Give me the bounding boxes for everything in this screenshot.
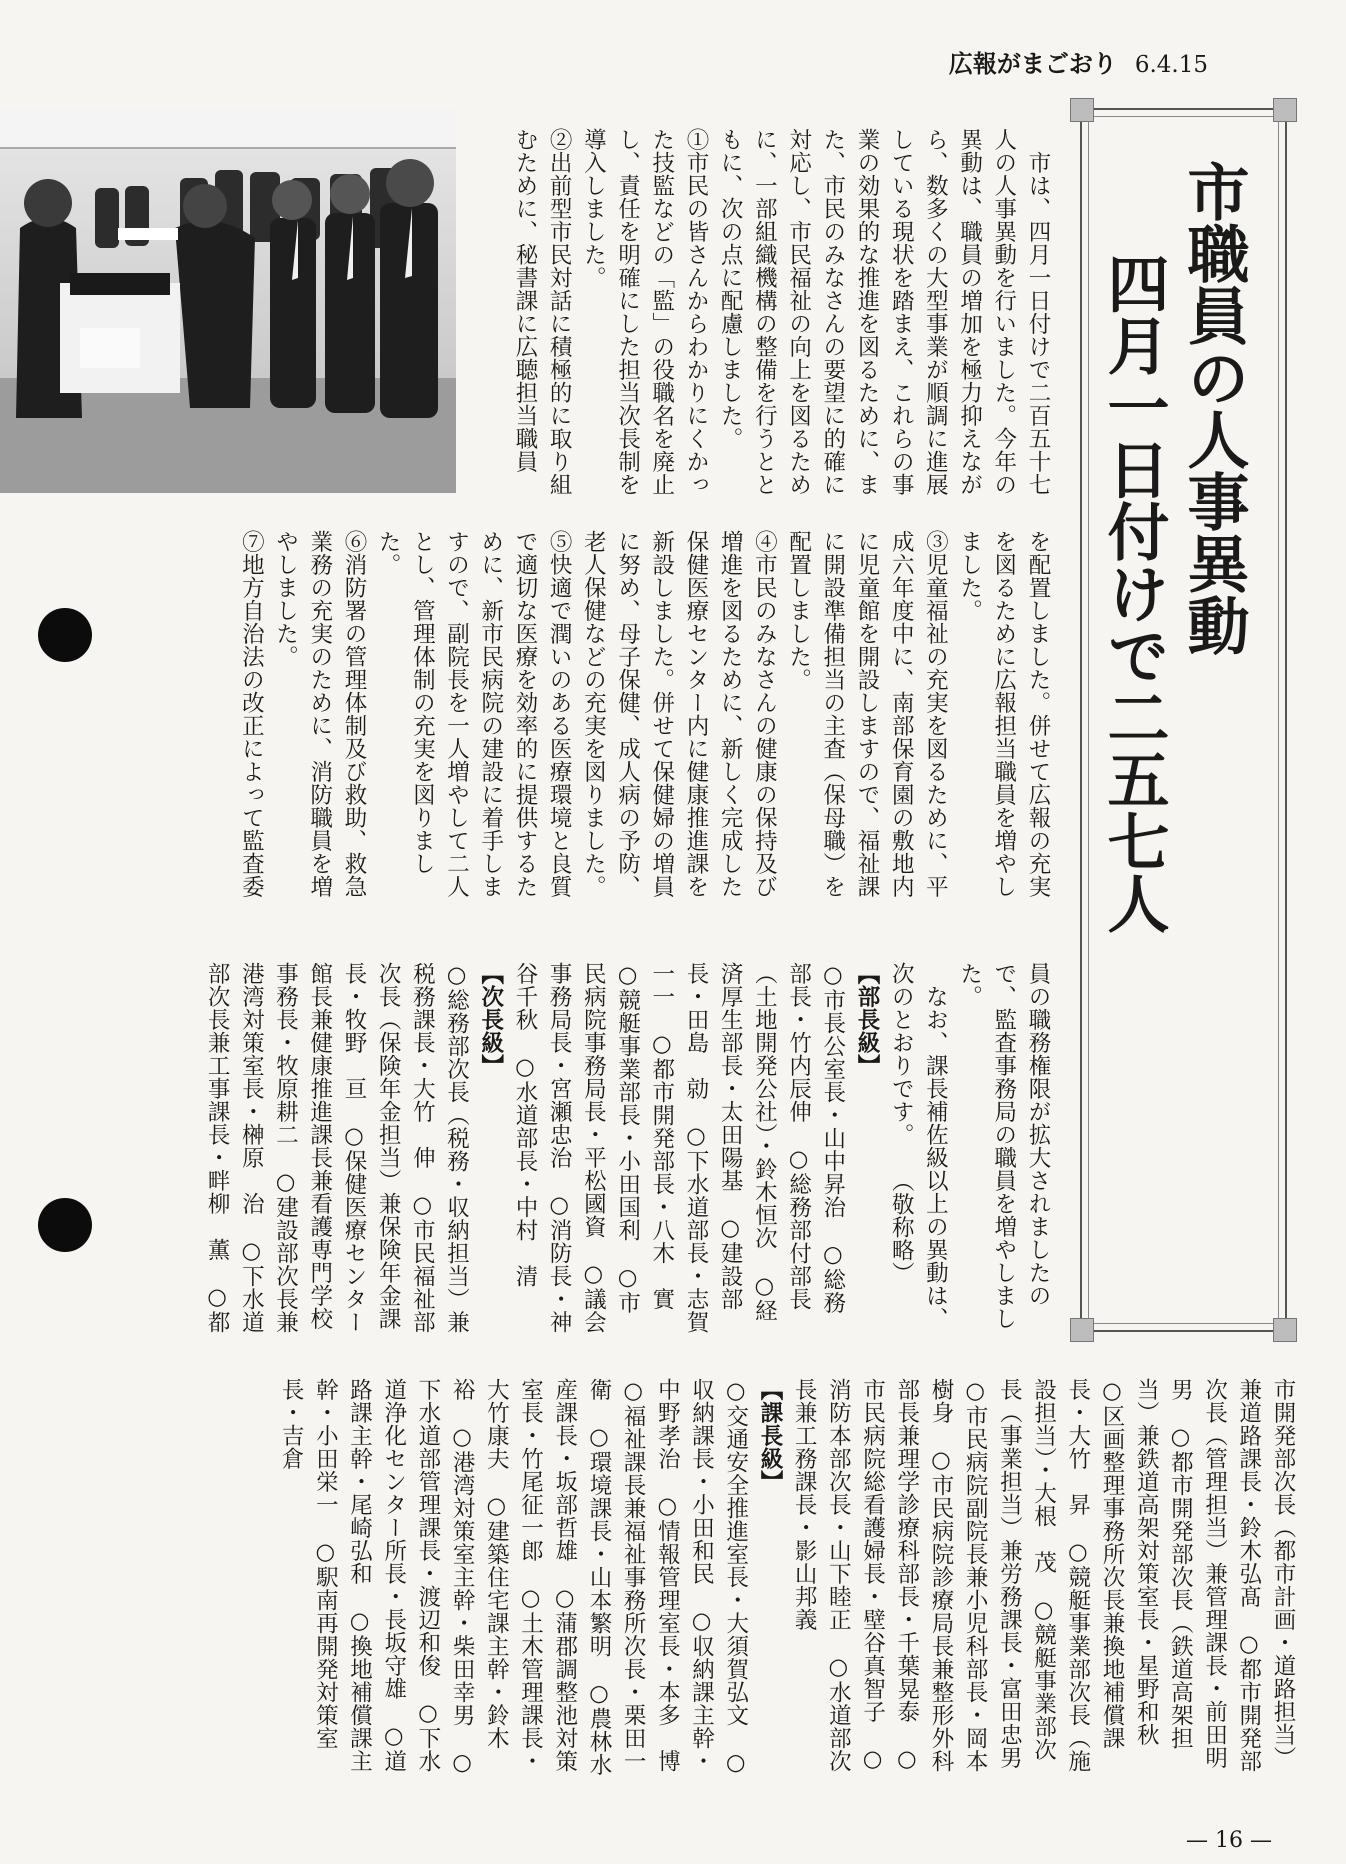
body-paragraph: を配置しました。併せて広報の充実を図るために広報担当職員を増やしました。: [956, 530, 1051, 898]
section-heading-bucho: 【部長級】: [853, 962, 880, 1077]
body-block-top: [456, 128, 1055, 508]
body-paragraph: 市は、四月一日付けで二百五十七人の人事異動を行いました。今年の異動は、職員の増加を極力抑えながら、数多くの大型事業が順調に進展している現状を踏まえ、これらの事業の効果的な推進を図るために、また、市民のみなさんの要望に的確に対応し、市民福祉の向上を図るために、一部組織機構の整備を行うとともに、次の点に配慮しました。: [717, 128, 1051, 496]
list-item: ②出前型市民対話に積極的に取り組むために、秘書課に広聴担当職員: [511, 128, 573, 496]
body-block-middle: [120, 530, 1055, 920]
body-paragraph: なお、課長補佐級以上の異動は、次のとおりです。 （敬称略）: [888, 962, 949, 1330]
binder-hole-top: [38, 608, 92, 662]
list-item: ④市民のみなさんの健康の保持及び増進を図るために、新しく完成した保健医療センター内に健康推進課を新設しました。併せて保健婦の増員に努め、母子保健、成人病の予防、老人保健などの充実を図りました。: [580, 530, 778, 898]
issue-date: 6.4.15: [1134, 52, 1208, 78]
masthead: [949, 44, 1208, 79]
personnel-list: ○市長公室長・山中昇治 ○総務部長・竹内辰伸 ○総務部付部長（土地開発公社）・鈴木恒次 ○経済厚生部長・太田陽基 ○建設部長・田島 勍 ○下水道部長・志賀一一 ○都市開発部長・八木 實 ○競艇事業部長・小田国利 ○市民病院事務局長・平松國資 ○議会事務局長・宮瀬忠治 ○消防長・神谷千秋 ○水道部長・中村 清: [511, 962, 846, 1334]
headline: [1093, 160, 1253, 1300]
list-item: ⑤快適で潤いのある医療環境と良質で適切な医療を効率的に提供するために、新市民病院の建設に着手しますので、副院長を一人増やして二人とし、管理体制の充実を図りました。: [375, 530, 573, 898]
body-paragraph: 員の職務権限が拡大されましたので、監査事務局の職員を増やしました。: [956, 962, 1051, 1330]
personnel-list: 市開発部次長（都市計画・道路担当）兼道路課長・鈴木弘髙 ○都市開発部次長（管理担当）兼管理課長・前田明男 ○都市開発部次長（鉄道高架担当）兼鉄道高架対策室長・星野和秋 ○区画整理事務所次長兼換地補償課長・大竹 昇 ○競艇事業部次長（施設担当）・大根 茂 ○競艇事業部次長（事業担当）兼労務課長・富田忠男 ○市民病院副院長兼小児科部長・岡本樹身 ○市民病院診療局長兼整形外科部長兼理学診療科部長・千葉晃泰 ○市民病院総看護婦長・壁谷真智子 ○消防本部次長・山下睦正 ○水道部次長兼工務課長・影山邦義: [791, 1378, 1296, 1792]
personnel-list: ○交通安全推進室長・大須賀弘文 ○収納課長・小田和民 ○収納課主幹・中野孝治 ○情報管理室長・本多 博 ○福祉課長兼福祉事務所次長・栗田一衛 ○環境課長・山本繁明 ○農林水産課長・坂部哲雄 ○蒲郡調整池対策室長・竹尾征一郎 ○土木管理課長・大竹康夫 ○建築住宅課主幹・鈴木 裕 ○港湾対策室主幹・柴田幸男 ○下水道部管理課長・渡辺和俊 ○下水道浄化センター所長・長坂守雄 ○道路課主幹・尾崎弘和 ○換地補償課主幹・小田栄一 ○駅南再開発対策室長・吉倉: [278, 1378, 749, 1796]
body-block-lower: [120, 962, 1055, 1334]
list-item: ①市民の皆さんからわかりにくかった技監などの「監」の役職名を廃止し、責任を明確にした担当次長制を導入しました。: [580, 128, 709, 496]
headline-line1: 市職員の人事異動: [1177, 160, 1250, 656]
list-item: ⑦地方自治法の改正によって監査委: [238, 530, 265, 898]
personnel-list: ○総務部次長（税務・収納担当）兼税務課長・大竹 伸 ○市民福祉部次長（保険年金担当）兼保険年金課長・牧野 亘 ○保健医療センター館長兼健康推進課長兼看護専門学校事務長・牧原耕二 ○建設部次長兼港湾対策室長・榊原 治 ○下水道部次長兼工事課長・畔柳 薫 ○都: [204, 962, 470, 1334]
publication-name: 広報がまごおり: [948, 50, 1117, 78]
page-number: — 16 —: [1186, 1828, 1272, 1853]
list-item: ③児童福祉の充実を図るために、平成六年度中に、南部保育園の敷地内に児童館を開設しますので、福祉課に開設準備担当の主査（保母職）を配置しました。: [785, 530, 949, 898]
section-heading-jicho: 【次長級】: [477, 962, 504, 1077]
ceremony-photo: [0, 108, 456, 493]
body-block-bottom: [120, 1378, 1300, 1796]
section-heading-kacho: 【課長級】: [756, 1378, 783, 1493]
headline-line2: 四月一日付けで二五七人: [1097, 252, 1170, 934]
list-item: ⑥消防署の管理体制及び救助、救急業務の充実のために、消防職員を増やしました。: [272, 530, 367, 898]
binder-hole-bottom: [38, 1198, 92, 1252]
